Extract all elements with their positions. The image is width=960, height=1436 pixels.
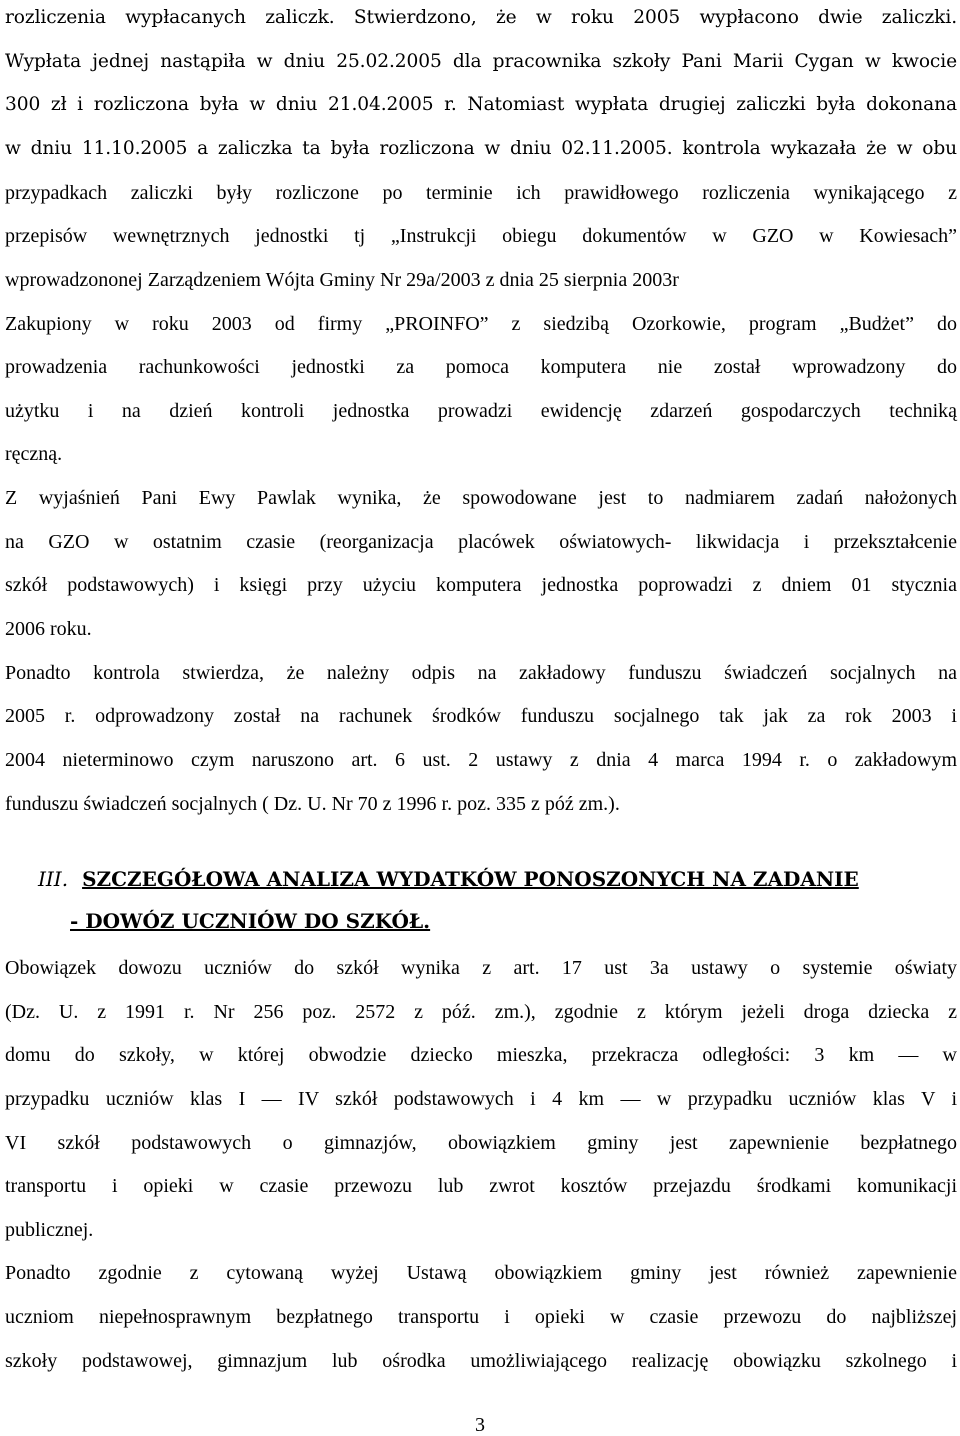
text-line: 2004 nieterminowo czym naruszono art. 6 ust. 2 ustawy z dnia 4 marca 1994 r. o zakładowym [5,749,957,771]
section-title-line-1: SZCZEGÓŁOWA ANALIZA WYDATKÓW PONOSZONYCH NA ZADANIE [82,867,859,891]
text-line: Z wyjaśnień Pani Ewy Pawlak wynika, że spowodowane jest to nadmiarem zadań nałożonych [5,487,957,509]
text-line: ręczną. [5,443,63,465]
page-number: 3 [475,1414,485,1436]
text-line: przepisów wewnętrznych jednostki tj „Instrukcji obiegu dokumentów w GZO w Kowiesach” [5,225,957,247]
text-line: przypadku uczniów klas I — IV szkół podstawowych i 4 km — w przypadku uczniów klas V i [5,1088,957,1110]
text-line: na GZO w ostatnim czasie (reorganizacja placówek oświatowych- likwidacja i przekształcenie [5,531,957,553]
section-title-line-2: - DOWÓZ UCZNIÓW DO SZKÓŁ. [70,909,431,933]
text-line: 2005 r. odprowadzony został na rachunek środków funduszu socjalnego tak jak za rok 2003 i [5,705,957,727]
text-line: rozliczenia wypłacanych zaliczk. Stwierdzono, że w roku 2005 wypłacono dwie zaliczki. [5,7,957,28]
text-line: Ponadto kontrola stwierdza, że należny odpis na zakładowy funduszu świadczeń socjalnych na [5,662,957,684]
text-line: funduszu świadczeń socjalnych ( Dz. U. Nr 70 z 1996 r. poz. 335 z póź zm.). [5,793,620,815]
text-line: wprowadzononej Zarządzeniem Wójta Gminy Nr 29a/2003 z dnia 25 sierpnia 2003r [5,269,679,291]
text-line: transportu i opieki w czasie przewozu lub zwrot kosztów przejazdu środkami komunikacji [5,1175,957,1197]
text-line: VI szkół podstawowych o gimnazjów, obowiązkiem gminy jest zapewnienie bezpłatnego [5,1132,957,1154]
text-line: publicznej. [5,1219,94,1241]
text-line: szkoły podstawowej, gimnazjum lub ośrodka umożliwiającego realizację obowiązku szkolnego i [5,1350,957,1372]
text-line: Zakupiony w roku 2003 od firmy „PROINFO” z siedzibą Ozorkowie, program „Budżet” do [5,313,957,335]
section-heading-continued [70,908,430,934]
text-line: przypadkach zaliczki były rozliczone po terminie ich prawidłowego rozliczenia wynikającego z [5,182,957,204]
text-line: w dniu 11.10.2005 a zaliczka ta była rozliczona w dniu 02.11.2005. kontrola wykazała że w obu [5,138,957,159]
text-line: Wypłata jednej nastąpiła w dniu 25.02.2005 dla pracownika szkoły Pani Marii Cygan w kwocie [5,51,957,72]
text-line: uczniom niepełnosprawnym bezpłatnego transportu i opieki w czasie przewozu do najbliższej [5,1306,957,1328]
text-line: domu do szkoły, w której obwodzie dziecko mieszka, przekracza odległości: 3 km — w [5,1044,957,1066]
text-line: (Dz. U. z 1991 r. Nr 256 poz. 2572 z póź. zm.), zgodnie z którym jeżeli droga dziecka z [5,1001,957,1023]
text-line: prowadzenia rachunkowości jednostki za pomoca komputera nie został wprowadzony do [5,356,957,378]
text-line: 2006 roku. [5,618,92,640]
section-number: III. [38,867,69,891]
text-line: szkół podstawowych) i księgi przy użyciu komputera jednostka poprowadzi z dniem 01 stycznia [5,574,957,596]
text-line: Obowiązek dowozu uczniów do szkół wynika z art. 17 ust 3a ustawy o systemie oświaty [5,957,957,979]
section-heading [38,866,859,892]
text-line: 300 zł i rozliczona była w dniu 21.04.2005 r. Natomiast wypłata drugiej zaliczki była dokonana [5,94,957,115]
text-line: użytku i na dzień kontroli jednostka prowadzi ewidencję zdarzeń gospodarczych techniką [5,400,957,422]
text-line: Ponadto zgodnie z cytowaną wyżej Ustawą obowiązkiem gminy jest również zapewnienie [5,1262,957,1284]
